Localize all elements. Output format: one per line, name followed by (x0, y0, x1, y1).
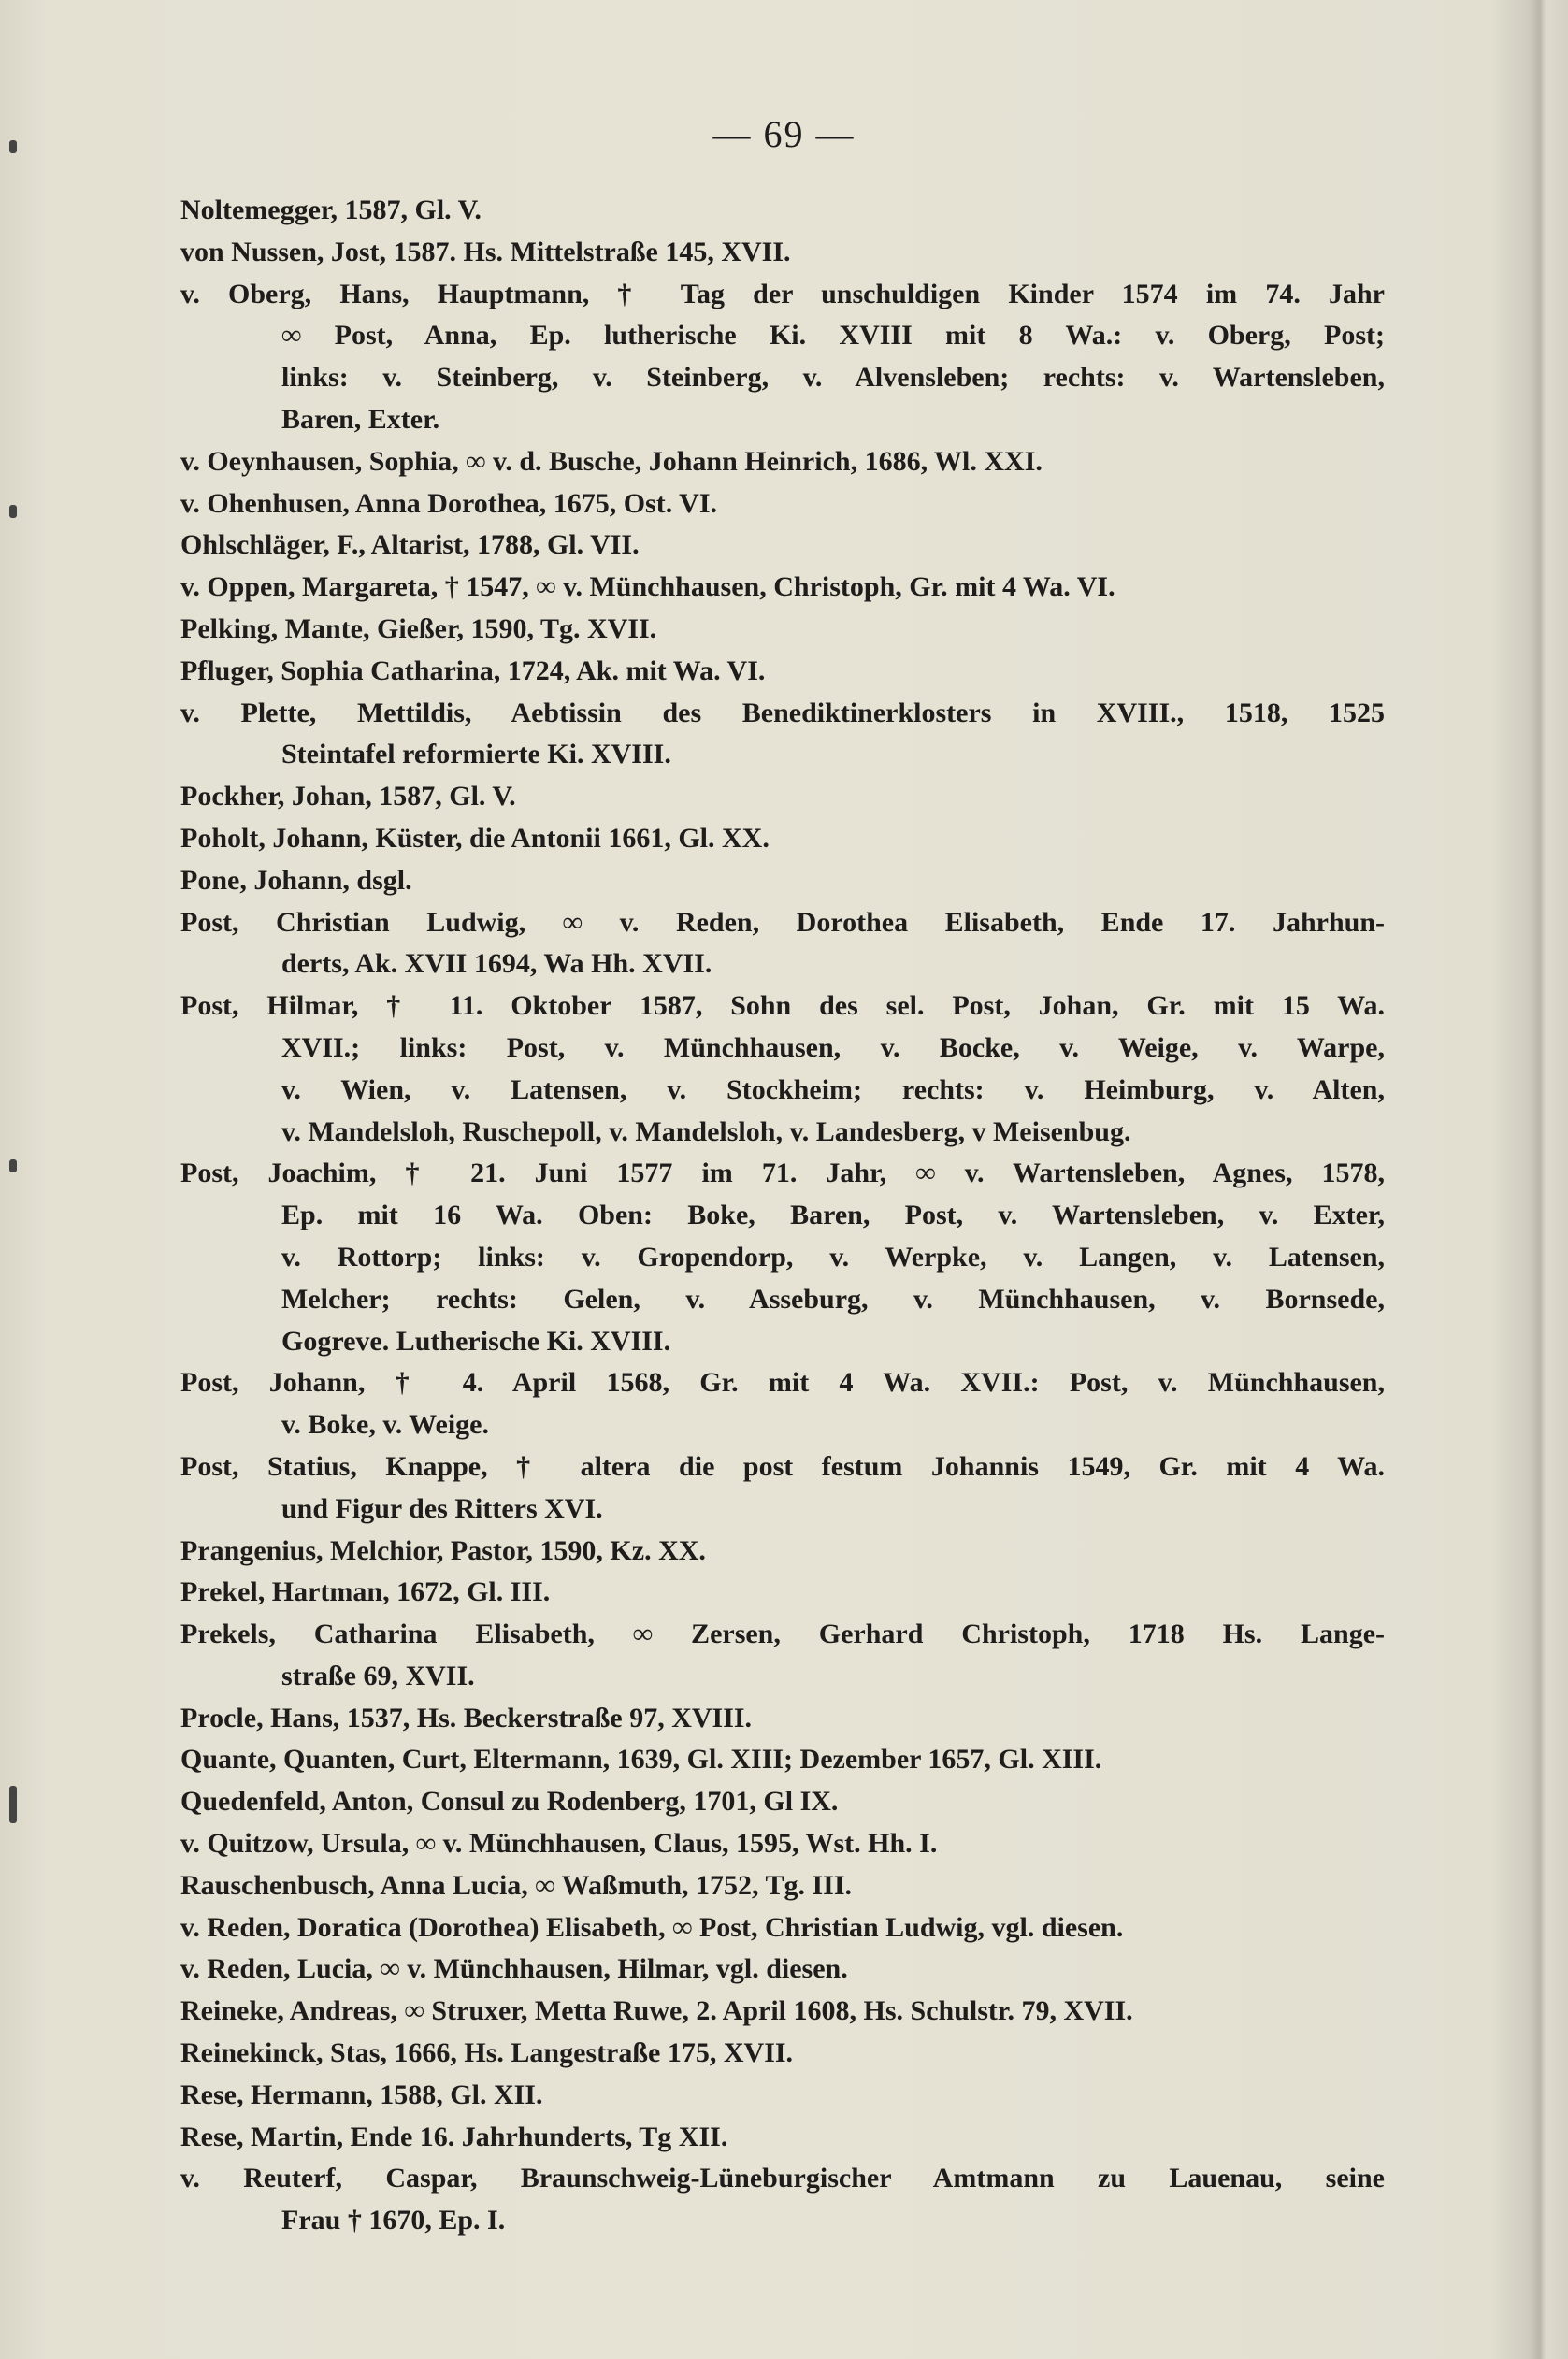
entry-line: Prangenius, Melchior, Pastor, 1590, Kz. XX. (180, 1534, 706, 1566)
entry-line: Prekel, Hartman, 1672, Gl. III. (180, 1576, 551, 1608)
binding-mark (9, 505, 17, 518)
register-entry (180, 651, 1385, 693)
entry-line: Reineke, Andreas, ∞ Struxer, Metta Ruwe, 2. April 1608, Hs. Schulstr. 79, XVII. (180, 1995, 1133, 2027)
register-entry (180, 232, 1385, 274)
register-entry (180, 1865, 1385, 1907)
entry-continuation-line: derts, Ak. XVII 1694, Wa Hh. XVII. (281, 948, 712, 980)
entry-continuation-line: links: v. Steinberg, v. Steinberg, v. Alvensleben; rechts: v. Wartensleben, (281, 362, 1385, 394)
entry-line: Ohlschläger, F., Altarist, 1788, Gl. VII. (180, 529, 640, 561)
register-entry (180, 567, 1385, 609)
entry-line: Pfluger, Sophia Catharina, 1724, Ak. mit Wa. VI. (180, 654, 766, 686)
entry-continuation-line: straße 69, XVII. (281, 1660, 475, 1691)
entry-line: Post, Christian Ludwig, ∞ v. Reden, Dorothea Elisabeth, Ende 17. Jahrhun- (180, 906, 1385, 938)
entry-continuation-line: v. Wien, v. Latensen, v. Stockheim; rechts: v. Heimburg, v. Alten, (281, 1073, 1385, 1105)
entry-continuation-line: Gogreve. Lutherische Ki. XVIII. (281, 1325, 671, 1357)
entry-line: Post, Joachim, † 21. Juni 1577 im 71. Jahr, ∞ v. Wartensleben, Agnes, 1578, (180, 1158, 1385, 1189)
register-entry (180, 776, 1385, 818)
entry-continuation-line: Frau † 1670, Ep. I. (281, 2205, 506, 2237)
entry-line: Rese, Hermann, 1588, Gl. XII. (180, 2079, 543, 2110)
register-entry (180, 2075, 1385, 2117)
entry-continuation-line: Ep. mit 16 Wa. Oben: Boke, Baren, Post, v. Wartensleben, v. Exter, (281, 1200, 1385, 1231)
register-entry (180, 1572, 1385, 1614)
register-entry (180, 985, 1385, 1153)
binding-mark (9, 1786, 17, 1823)
register-entry (180, 2158, 1385, 2242)
register-entry (180, 274, 1385, 441)
register-entry (180, 1991, 1385, 2033)
register-entry (180, 1698, 1385, 1740)
register-entry (180, 860, 1385, 902)
register-entry (180, 693, 1385, 777)
register-entry (180, 190, 1385, 232)
register-entry (180, 1446, 1385, 1531)
entry-continuation-line: und Figur des Ritters XVI. (281, 1492, 603, 1524)
entry-line: Noltemegger, 1587, Gl. V. (180, 194, 482, 225)
entry-continuation-line: Steintafel reformierte Ki. XVIII. (281, 739, 671, 770)
register-entry (180, 1907, 1385, 1949)
entry-line: v. Oeynhausen, Sophia, ∞ v. d. Busche, Johann Heinrich, 1686, Wl. XXI. (180, 445, 1043, 477)
entry-line: Pone, Johann, dsgl. (180, 864, 412, 896)
register-entry (180, 441, 1385, 483)
register-entry (180, 1531, 1385, 1573)
register-entry (180, 1153, 1385, 1362)
register-entries (180, 190, 1385, 2242)
entry-line: Rauschenbusch, Anna Lucia, ∞ Waßmuth, 1752, Tg. III. (180, 1869, 853, 1901)
entry-line: v. Reden, Doratica (Dorothea) Elisabeth, ∞ Post, Christian Ludwig, vgl. diesen. (180, 1911, 1124, 1943)
entry-line: Quedenfeld, Anton, Consul zu Rodenberg, 1701, Gl IX. (180, 1786, 839, 1818)
entry-continuation-line: v. Mandelsloh, Ruschepoll, v. Mandelsloh, v. Landesberg, v Meisenbug. (281, 1115, 1131, 1147)
entry-line: Reinekinck, Stas, 1666, Hs. Langestraße 175, XVII. (180, 2037, 794, 2069)
entry-line: v. Reuterf, Caspar, Braunschweig-Lüneburgischer Amtmann zu Lauenau, seine (180, 2163, 1385, 2194)
entry-line: Rese, Martin, Ende 16. Jahrhunderts, Tg XII. (180, 2121, 728, 2152)
entry-line: Pockher, Johan, 1587, Gl. V. (180, 781, 516, 813)
entry-line: v. Reden, Lucia, ∞ v. Münchhausen, Hilmar, vgl. diesen. (180, 1953, 848, 1985)
entry-line: Post, Johann, † 4. April 1568, Gr. mit 4 Wa. XVII.: Post, v. Münchhausen, (180, 1367, 1385, 1399)
entry-continuation-line: v. Rottorp; links: v. Gropendorp, v. Werpke, v. Langen, v. Latensen, (281, 1241, 1385, 1273)
entry-line: von Nussen, Jost, 1587. Hs. Mittelstraße 145, XVII. (180, 236, 791, 267)
entry-line: v. Oberg, Hans, Hauptmann, † Tag der unschuldigen Kinder 1574 im 74. Jahr (180, 278, 1385, 309)
entry-line: Prekels, Catharina Elisabeth, ∞ Zersen, Gerhard Christoph, 1718 Hs. Lange- (180, 1618, 1385, 1650)
register-entry (180, 1949, 1385, 1991)
register-entry (180, 2033, 1385, 2075)
register-entry (180, 818, 1385, 860)
entry-continuation-line: Melcher; rechts: Gelen, v. Asseburg, v. Münchhausen, v. Bornsede, (281, 1283, 1385, 1315)
register-entry (180, 2117, 1385, 2159)
register-entry (180, 1823, 1385, 1865)
entry-line: Quante, Quanten, Curt, Eltermann, 1639, Gl. XIII; Dezember 1657, Gl. XIII. (180, 1744, 1102, 1776)
entry-continuation-line: ∞ Post, Anna, Ep. lutherische Ki. XVIII mit 8 Wa.: v. Oberg, Post; (281, 320, 1385, 352)
entry-line: v. Ohenhusen, Anna Dorothea, 1675, Ost. VI. (180, 487, 718, 519)
register-entry (180, 483, 1385, 525)
binding-mark (9, 1159, 17, 1172)
entry-line: v. Oppen, Margareta, † 1547, ∞ v. Münchhausen, Christoph, Gr. mit 4 Wa. VI. (180, 571, 1115, 603)
entry-line: v. Plette, Mettildis, Aebtissin des Benediktinerklosters in XVIII., 1518, 1525 (180, 697, 1385, 728)
register-entry (180, 1781, 1385, 1823)
register-entry (180, 1614, 1385, 1698)
entry-line: Poholt, Johann, Küster, die Antonii 1661, Gl. XX. (180, 822, 770, 854)
entry-line: Post, Hilmar, † 11. Oktober 1587, Sohn des sel. Post, Johan, Gr. mit 15 Wa. (180, 990, 1385, 1022)
binding-mark (9, 140, 17, 153)
entry-line: Pelking, Mante, Gießer, 1590, Tg. XVII. (180, 612, 657, 644)
page-number: — 69 — (712, 113, 856, 155)
entry-line: Post, Statius, Knappe, † altera die post festum Johannis 1549, Gr. mit 4 Wa. (180, 1450, 1385, 1482)
register-entry (180, 902, 1385, 986)
register-entry (180, 1362, 1385, 1446)
register-entry (180, 609, 1385, 651)
entry-line: v. Quitzow, Ursula, ∞ v. Münchhausen, Claus, 1595, Wst. Hh. I. (180, 1828, 938, 1860)
entry-continuation-line: Baren, Exter. (281, 403, 440, 435)
register-entry (180, 525, 1385, 567)
entry-continuation-line: v. Boke, v. Weige. (281, 1409, 489, 1441)
entry-line: Procle, Hans, 1537, Hs. Beckerstraße 97, XVIII. (180, 1702, 753, 1733)
register-entry (180, 1739, 1385, 1781)
entry-continuation-line: XVII.; links: Post, v. Münchhausen, v. Bocke, v. Weige, v. Warpe, (281, 1031, 1385, 1063)
